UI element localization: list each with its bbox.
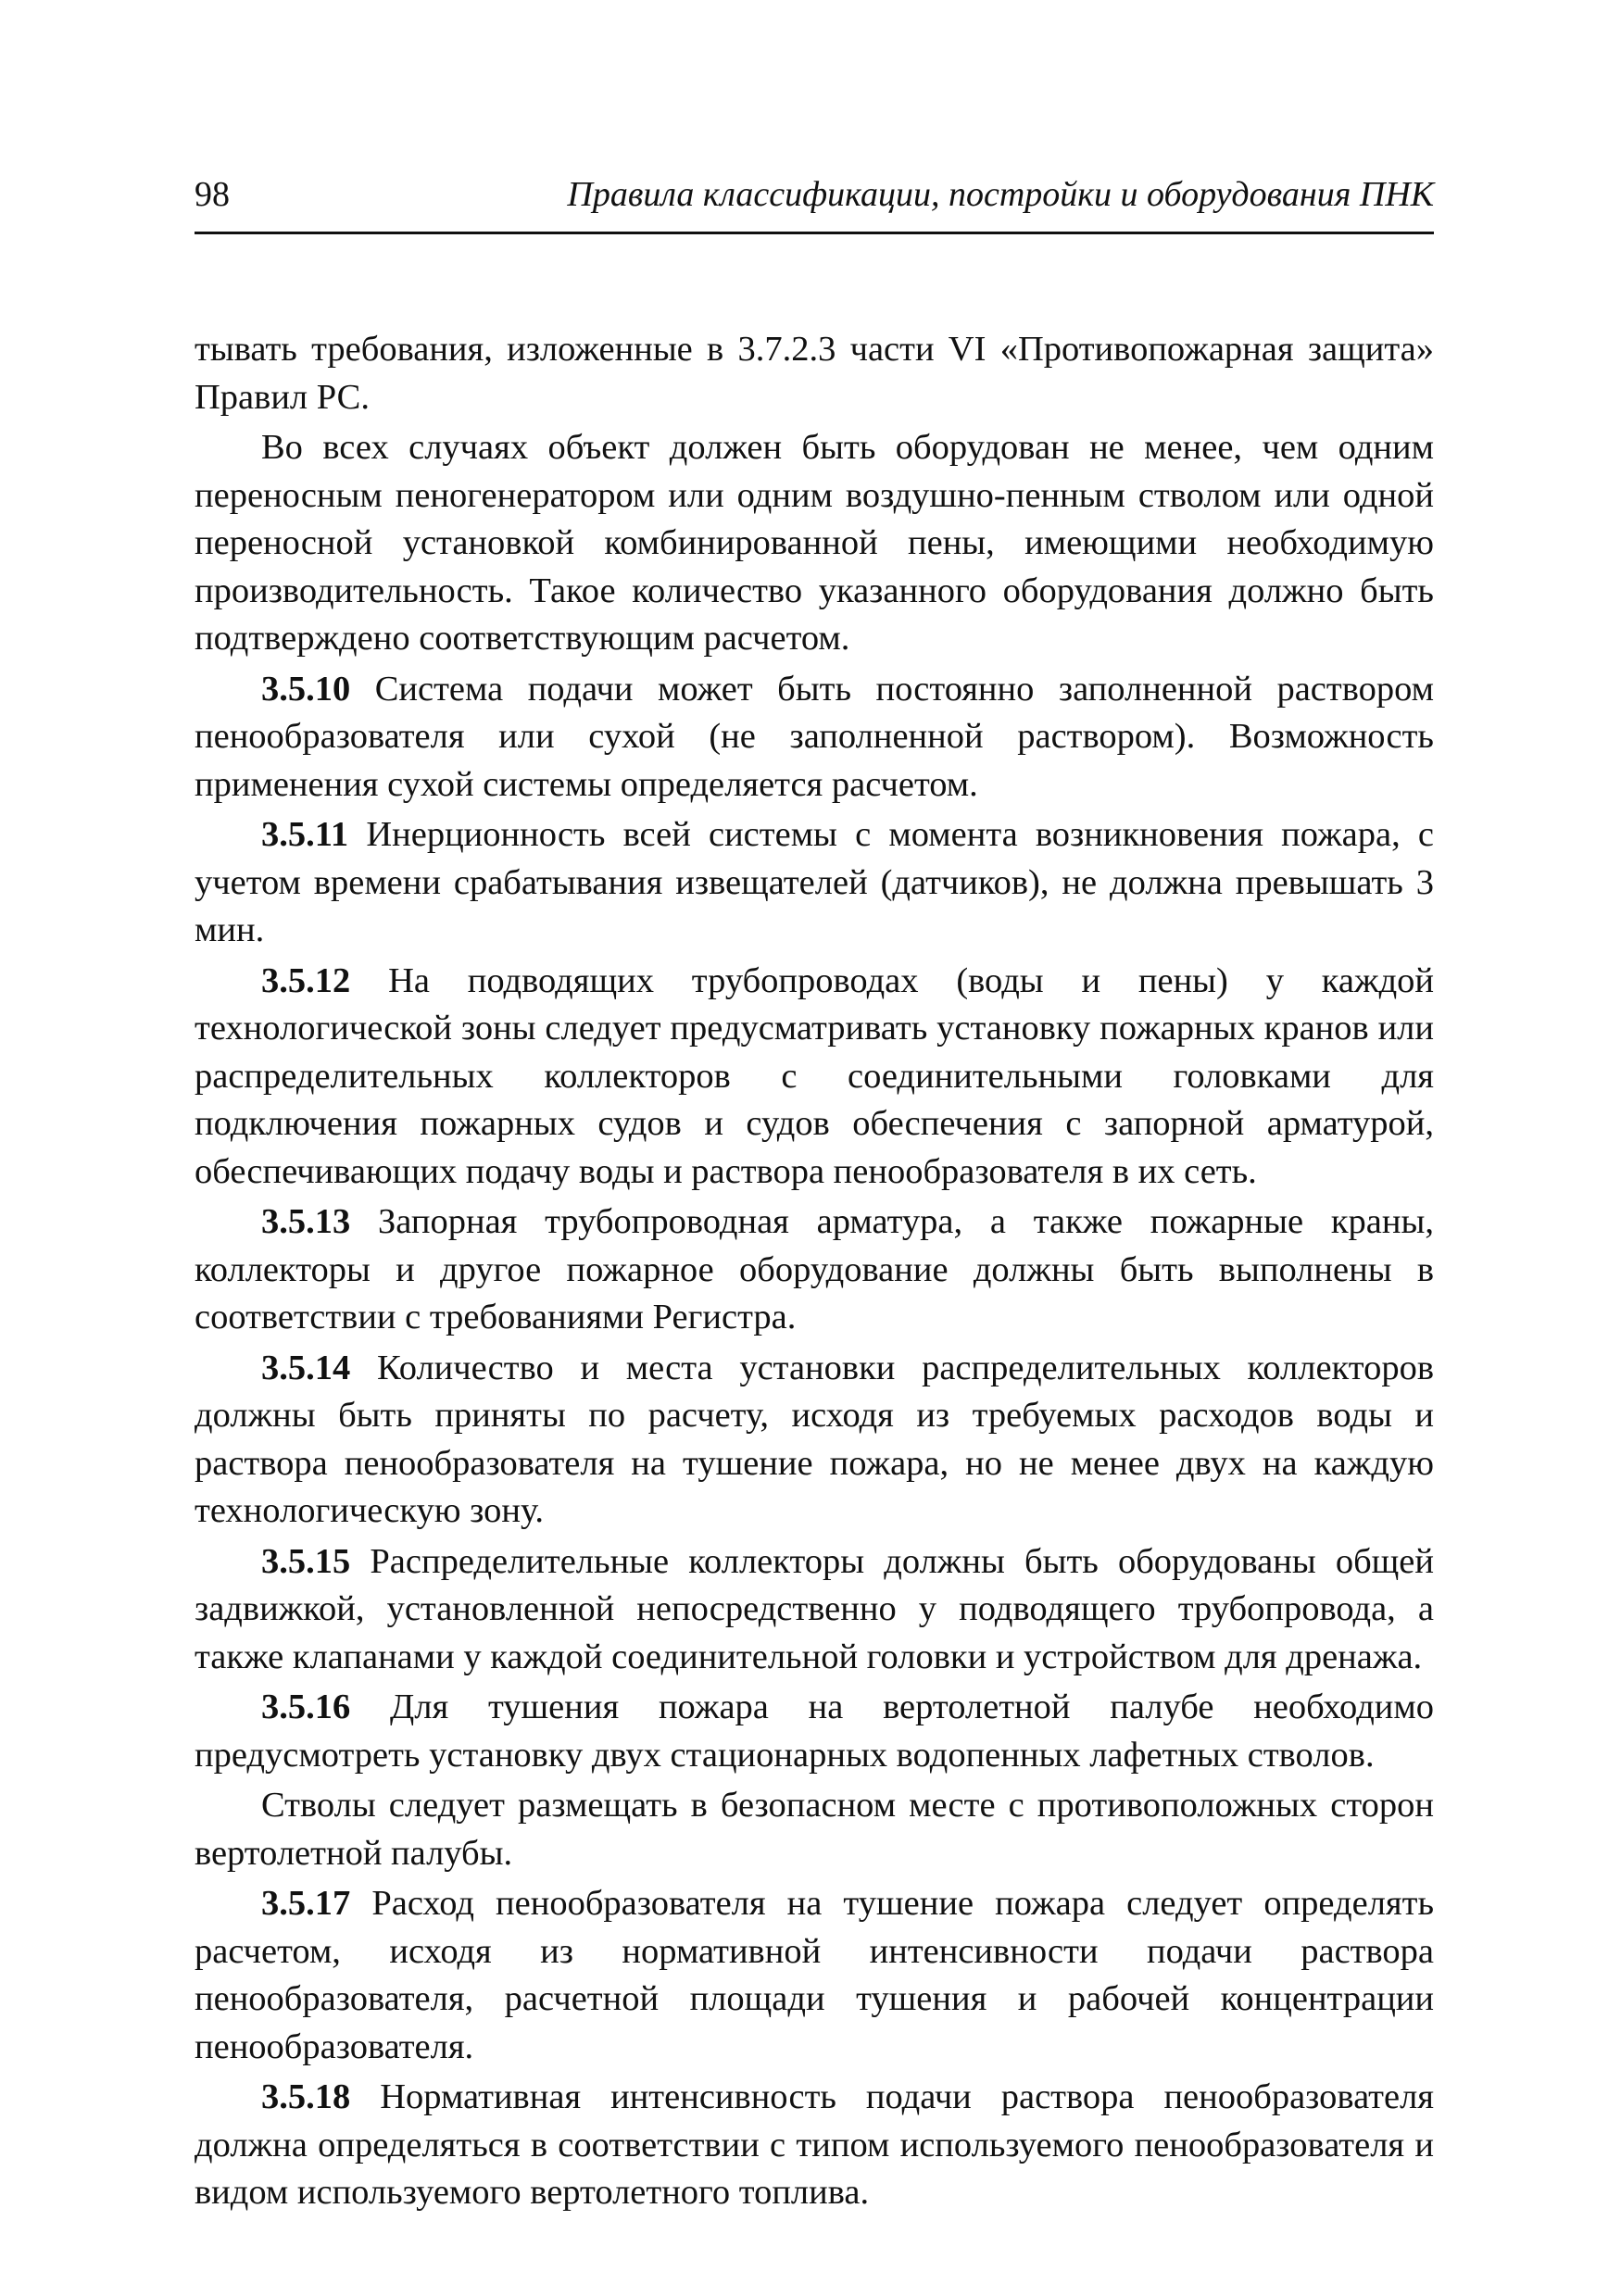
- body-text: [195, 326, 1434, 2220]
- section-number: 3.5.14: [261, 1348, 351, 1387]
- paragraph-text: Распределительные коллекторы должны быть оборудованы общей задвижкой, установленной непосредственно у подводящего трубопровода, а также клапанами у каждой соединительной головки и устройством для дренажа.: [195, 1541, 1434, 1676]
- section-number: 3.5.18: [261, 2077, 351, 2116]
- section-number: 3.5.12: [261, 960, 351, 1000]
- section-3-5-11: [195, 811, 1434, 955]
- running-title: Правила классификации, постройки и оборудования ПНК: [567, 175, 1434, 214]
- section-number: 3.5.13: [261, 1202, 351, 1241]
- paragraph-text: Инерционность всей системы с момента возникновения пожара, с учетом времени срабатывания извещателей (датчиков), не должна превышать 3 мин.: [195, 815, 1434, 949]
- paragraph-text: Система подачи может быть постоянно заполненной раствором пенообразователя или сухой (не заполненной раствором). Возможность применения сухой системы определяется расчетом.: [195, 669, 1434, 804]
- page-number: 98: [195, 175, 230, 214]
- section-3-5-16: [195, 1684, 1434, 1779]
- section-number: 3.5.17: [261, 1884, 351, 1923]
- section-3-5-17: [195, 1880, 1434, 2071]
- section-3-5-15: [195, 1538, 1434, 1682]
- paragraph: [195, 326, 1434, 421]
- paragraph-text: Количество и места установки распределительных коллекторов должны быть приняты по расчету, исходя из требуемых расходов воды и раствора пенообразователя на тушение пожара, но не менее двух на каждую технологическую зону.: [195, 1348, 1435, 1530]
- section-3-5-14: [195, 1345, 1434, 1536]
- section-3-5-18: [195, 2074, 1434, 2217]
- section-number: 3.5.16: [261, 1687, 351, 1726]
- paragraph-text: Во всех случаях объект должен быть оборудован не менее, чем одним переносным пеногенератором или одним воздушно-пенным стволом или одной переносной установкой комбинированной пены, имеющими необходимую производительность. Такое количество указанного оборудования должно быть подтверждено соответствующим расчетом.: [195, 428, 1434, 658]
- paragraph-text: тывать требования, изложенные в 3.7.2.3 части VI «Противопожарная защита» Правил РС.: [195, 330, 1434, 417]
- section-3-5-13: [195, 1198, 1434, 1342]
- section-3-5-12: [195, 958, 1434, 1197]
- paragraph-text: На подводящих трубопроводах (воды и пены) у каждой технологической зоны следует предусматривать установку пожарных кранов или распределительных коллекторов с соединительными головками для подключения пожарных судов и судов обеспечения с запорной арматурой, обеспечивающих подачу воды и раствора пенообразователя в их сеть.: [195, 960, 1435, 1191]
- paragraph-text: Расход пенообразователя на тушение пожара следует определять расчетом, исходя из нормативной интенсивности подачи раствора пенообразователя, расчетной площади тушения и рабочей концентрации пенообразователя.: [195, 1884, 1434, 2066]
- paragraph-text: Для тушения пожара на вертолетной палубе необходимо предусмотреть установку двух стационарных водопенных лафетных стволов.: [195, 1687, 1434, 1775]
- paragraph: [195, 424, 1434, 663]
- paragraph: [195, 1782, 1434, 1877]
- section-number: 3.5.10: [261, 669, 351, 709]
- paragraph-text: Нормативная интенсивность подачи раствора пенообразователя должна определяться в соответствии с типом используемого пенообразователя и видом используемого вертолетного топлива.: [195, 2077, 1435, 2212]
- paragraph-text: Запорная трубопроводная арматура, а также пожарные краны, коллекторы и другое пожарное оборудование должны быть выполнены в соответствии с требованиями Регистра.: [195, 1202, 1434, 1336]
- section-3-5-10: [195, 666, 1434, 809]
- section-number: 3.5.11: [261, 815, 349, 854]
- section-number: 3.5.15: [261, 1541, 351, 1581]
- page-header: [195, 167, 1434, 234]
- paragraph-text: Стволы следует размещать в безопасном месте с противоположных сторон вертолетной палубы.: [195, 1786, 1434, 1873]
